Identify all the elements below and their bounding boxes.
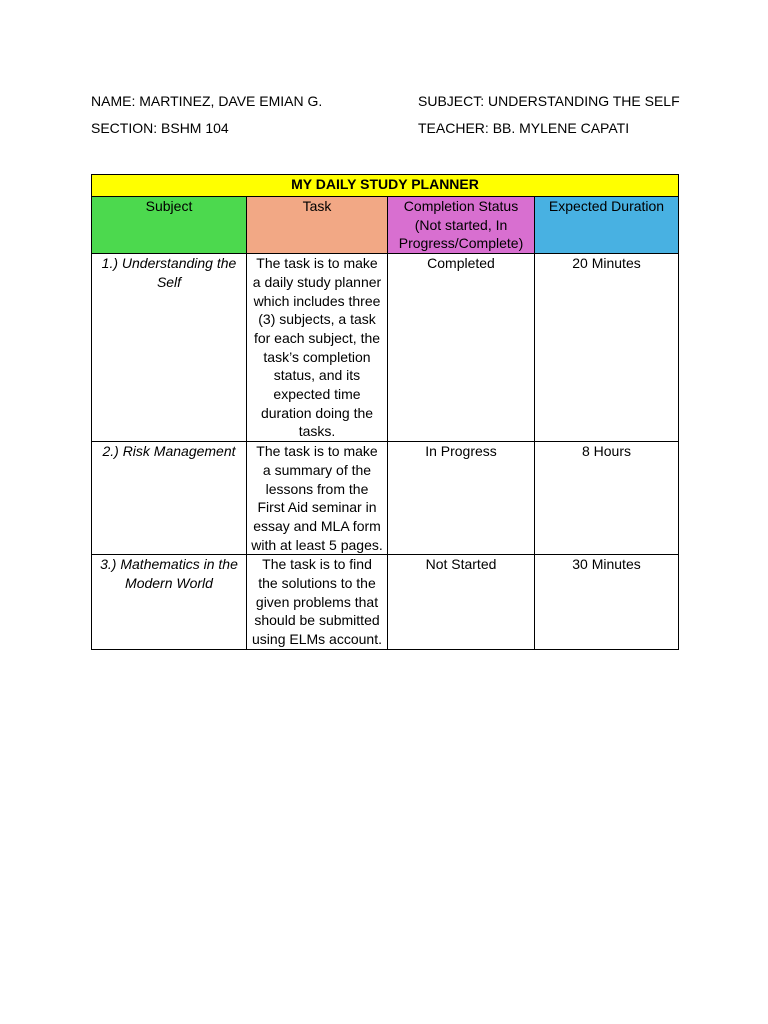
task-cell: The task is to make a summary of the lessons from the First Aid seminar in essay and MLA form with at least 5 pages. — [247, 442, 388, 555]
subject-value: UNDERSTANDING THE SELF — [488, 93, 680, 109]
duration-cell: 30 Minutes — [535, 555, 679, 650]
header-row — [92, 197, 679, 254]
section-value: BSHM 104 — [161, 120, 229, 136]
duration-cell: 20 Minutes — [535, 254, 679, 442]
table-row — [92, 555, 679, 650]
name-label: NAME: — [91, 93, 136, 109]
status-cell: Completed — [388, 254, 535, 442]
name-field — [91, 92, 322, 110]
column-header-duration: Expected Duration — [535, 197, 679, 254]
table-row — [92, 442, 679, 555]
subject-cell: 2.) Risk Management — [92, 442, 247, 555]
planner-title: MY DAILY STUDY PLANNER — [92, 175, 679, 197]
table-row — [92, 254, 679, 442]
section-label: SECTION: — [91, 120, 158, 136]
teacher-field — [418, 119, 629, 137]
status-cell: In Progress — [388, 442, 535, 555]
teacher-label: TEACHER: — [418, 120, 489, 136]
section-field — [91, 119, 229, 137]
subject-cell: 1.) Understanding the Self — [92, 254, 247, 442]
subject-cell: 3.) Mathematics in the Modern World — [92, 555, 247, 650]
duration-cell: 8 Hours — [535, 442, 679, 555]
status-cell: Not Started — [388, 555, 535, 650]
name-value: MARTINEZ, DAVE EMIAN G. — [139, 93, 323, 109]
column-header-subject: Subject — [92, 197, 247, 254]
task-cell: The task is to find the solutions to the given problems that should be submitted using ELMs account. — [247, 555, 388, 650]
task-cell: The task is to make a daily study planner which includes three (3) subjects, a task for each subject, the task’s completion status, and its expected time duration doing the tasks. — [247, 254, 388, 442]
teacher-value: BB. MYLENE CAPATI — [492, 120, 630, 136]
study-planner-table — [91, 174, 679, 650]
column-header-status: Completion Status (Not started, In Progress/Complete) — [388, 197, 535, 254]
subject-field — [418, 92, 680, 110]
subject-label: SUBJECT: — [418, 93, 485, 109]
title-row — [92, 175, 679, 197]
column-header-task: Task — [247, 197, 388, 254]
